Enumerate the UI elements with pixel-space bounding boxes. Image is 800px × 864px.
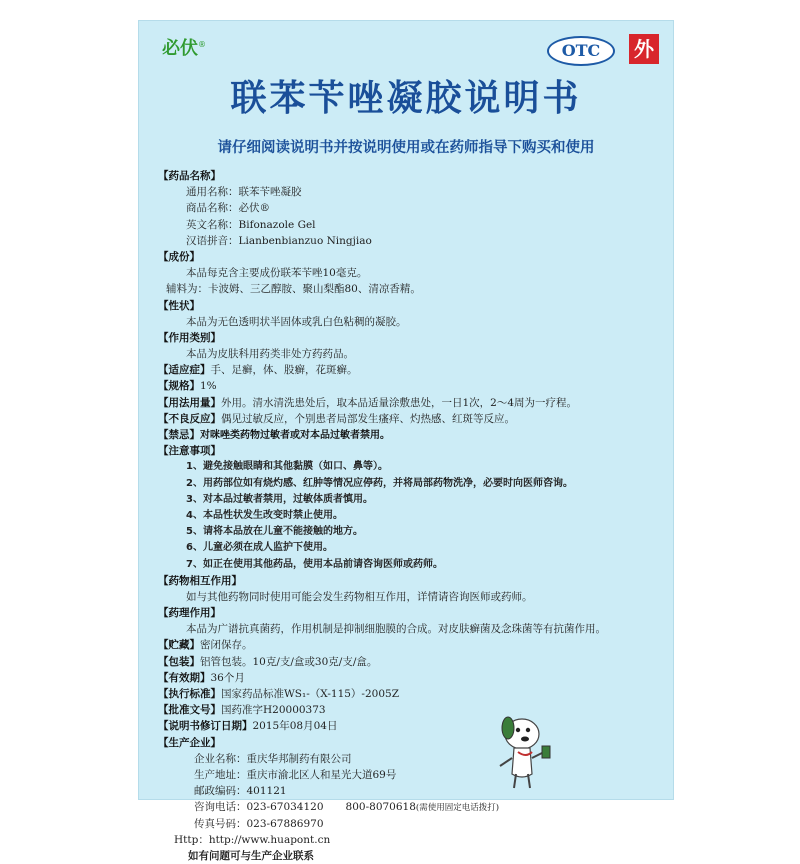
instruction-subtitle: 请仔细阅读说明书并按说明使用或在药师指导下购买和使用 [217,140,595,156]
section-heading: 【用法用量】 [158,396,221,409]
postcode: 邮政编码：401121 [194,785,287,798]
precaution-item: 6、儿童必须在成人监护下使用。 [186,542,333,554]
precaution-item: 1、避免接触眼睛和其他黏膜（如口、鼻等）。 [186,461,388,473]
ingredients-main: 本品每克含主要成份联苯苄唑10毫克。 [186,267,368,280]
usage-text: 外用。清水清洗患处后，取本品适量涂敷患处，一日1次，2～4周为一疗程。 [221,396,578,409]
contraindication-text: 对咪唑类药物过敏者或对本品过敏者禁用。 [200,430,390,441]
pharmacology-text: 本品为广谱抗真菌药，作用机制是抑制细胞膜的合成。对皮肤癣菌及念珠菌等有抗菌作用。 [186,623,606,636]
section-heading: 【说明书修订日期】 [158,720,253,733]
brand-logo: 必伏® [162,38,206,59]
leaflet-content [158,168,668,864]
external-use-badge: 外 [629,34,659,64]
section-heading: 【不良反应】 [158,412,221,425]
section-heading: 【药理作用】 [158,607,221,620]
precaution-item: 5、请将本品放在儿童不能接触的地方。 [186,526,363,538]
english-name: 英文名称：Bifonazole Gel [186,218,316,231]
precaution-item: 3、对本品过敏者禁用，过敏体质者慎用。 [186,493,373,505]
section-heading: 【批准文号】 [158,704,221,717]
validity-text: 36个月 [210,671,245,684]
otc-badge: OTC [547,36,615,66]
leaflet-sheet [138,20,674,862]
section-heading: 【禁忌】 [158,429,200,441]
section-heading: 【注意事项】 [158,445,221,458]
revision-date: 2015年08月04日 [252,720,338,733]
section-heading: 【规格】 [158,380,200,393]
website-label: Http： [174,833,209,846]
section-heading: 【作用类别】 [158,331,221,344]
precaution-item: 4、本品性状发生改变时禁止使用。 [186,509,343,521]
standard-text: 国家药品标准WS₁-（X-115）-2005Z [221,688,399,700]
approval-text: 国药准字H20000373 [221,704,326,717]
section-heading: 【药品名称】 [158,170,221,182]
consult-phone: 咨询电话：023-67034120 [194,801,324,814]
section-heading: 【性状】 [158,299,200,312]
section-heading: 【包装】 [158,655,200,668]
website-link[interactable]: http://www.huapont.cn [208,833,331,846]
fax-number: 传真号码：023-67886970 [194,817,324,830]
footer-note: 如有问题可与生产企业联系 [188,849,314,862]
section-heading: 【生产企业】 [158,736,221,749]
company-name: 企业名称：重庆华邦制药有限公司 [194,752,352,765]
hotline-note: (需使用固定电话拨打) [415,803,500,814]
precaution-item: 7、如正在使用其他药品，使用本品前请咨询医师或药师。 [186,558,443,570]
pinyin-name: 汉语拼音：Lianbenbianzuo Ningjiao [186,234,372,247]
section-heading: 【执行标准】 [158,688,221,700]
precaution-item: 2、用药部位如有烧灼感、红肿等情况应停药，并将局部药物洗净，必要时向医师咨询。 [186,477,573,489]
generic-name: 通用名称：联苯苄唑凝胶 [186,186,302,199]
section-heading: 【贮藏】 [158,639,200,652]
spec-text: 1% [200,380,217,393]
interaction-text: 如与其他药物同时使用可能会发生药物相互作用，详情请咨询医师或药师。 [186,590,533,603]
indications-text: 手、足癣，体、股癣，花斑癣。 [210,364,358,377]
hotline-phone: 800-8070618 [345,801,416,814]
dog-mascot-illustration [492,708,554,792]
company-address: 生产地址：重庆市渝北区人和星光大道69号 [194,768,397,781]
page-title: 联苯苄唑凝胶说明书 [230,78,582,119]
storage-text: 密闭保存。 [200,639,253,652]
section-heading: 【药物相互作用】 [158,574,242,587]
ingredients-excipients: 辅料为：卡波姆、三乙醇胺、聚山梨酯80、清凉香精。 [166,283,421,296]
trade-name: 商品名称：必伏® [186,202,270,215]
section-heading: 【成份】 [158,250,200,263]
category-text: 本品为皮肤科用药类非处方药药品。 [186,348,354,361]
section-heading: 【适应症】 [158,364,211,377]
adverse-text: 偶见过敏反应，个别患者局部发生瘙痒、灼热感、红斑等反应。 [221,412,515,425]
package-text: 铝管包装。10克/支/盒或30克/支/盒。 [200,655,378,668]
properties-text: 本品为无色透明状半固体或乳白色粘稠的凝胶。 [186,315,407,328]
section-heading: 【有效期】 [158,671,211,684]
